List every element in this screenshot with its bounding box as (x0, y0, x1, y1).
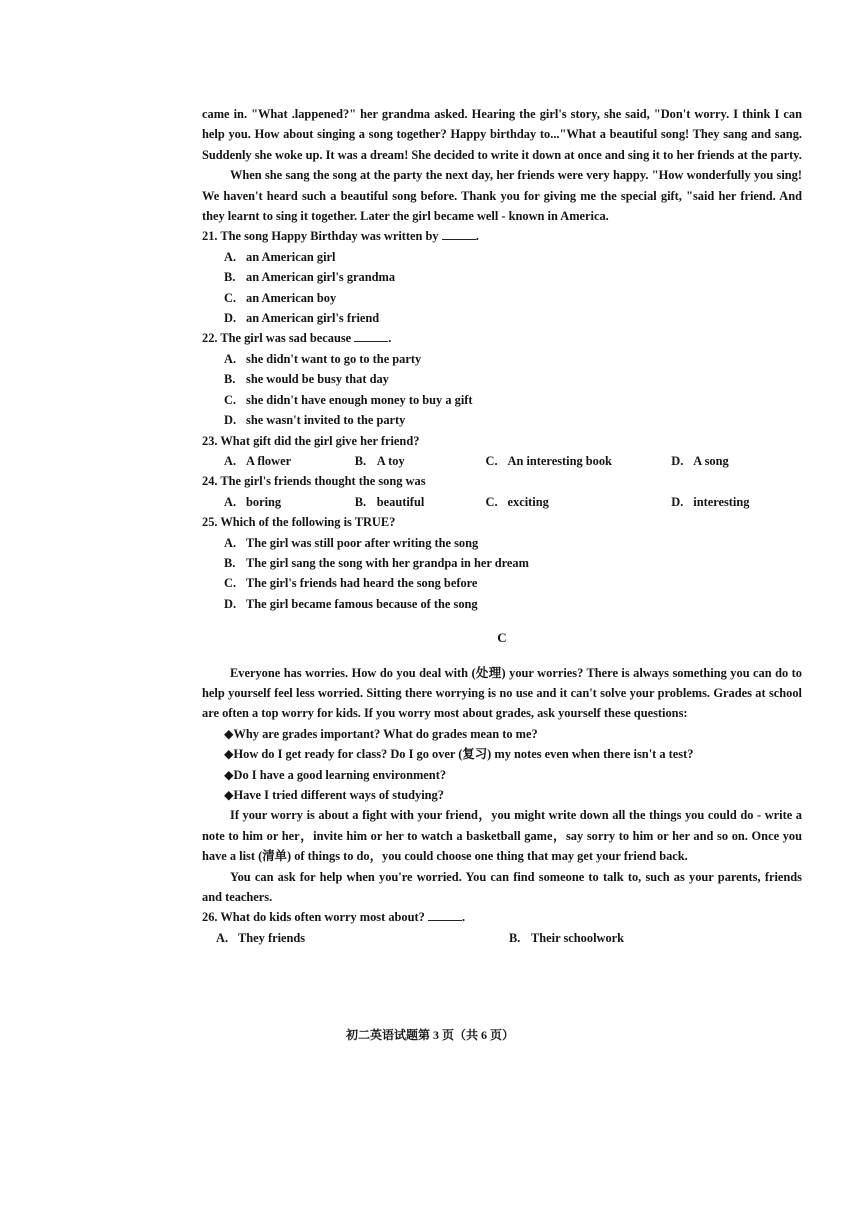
option-d: D. she wasn't invited to the party (224, 413, 406, 428)
page-content (202, 104, 802, 948)
option-d: D. interesting (671, 494, 750, 509)
question-21 (202, 226, 802, 328)
question-stem: 26. What do kids often worry most about? (202, 910, 425, 925)
option-b: B. A toy (354, 453, 405, 468)
answer-blank (428, 908, 462, 921)
option-c: C. An interesting book (485, 453, 612, 468)
answer-blank (354, 329, 388, 342)
question-22 (202, 328, 802, 430)
option-c: C. an American boy (224, 290, 337, 305)
options-row (224, 451, 802, 471)
options-row (216, 928, 802, 948)
section-c-paragraph-3: You can ask for help when you're worried. You can find someone to talk to, such as your parents, friends and teachers. (202, 869, 802, 905)
option-a: A. A flower (224, 453, 292, 468)
question-end: . (388, 331, 392, 346)
option-b: B. Their schoolwork (509, 930, 625, 945)
section-c-title: C (497, 630, 507, 646)
option-d: D. an American girl's friend (224, 311, 380, 326)
option-b: B. she would be busy that day (224, 372, 389, 387)
bullet-item: ◆Have I tried different ways of studying? (224, 788, 444, 802)
option-a: A. an American girl (224, 249, 336, 264)
option-a: A. boring (224, 494, 282, 509)
question-end: . (461, 910, 466, 925)
option-b: B. beautiful (354, 494, 425, 509)
option-c: C. exciting (485, 494, 549, 509)
options-row (224, 492, 802, 512)
option-a: A. They friends (216, 930, 306, 945)
question-stem: 25. Which of the following is TRUE? (202, 515, 396, 530)
question-23 (202, 431, 802, 472)
question-end: . (475, 229, 479, 244)
bullet-item: ◆How do I get ready for class? Do I go over (复习) my notes even when there isn't a test? (224, 747, 694, 762)
option-b: B. The girl sang the song with her grandpa in her dream (224, 555, 529, 570)
page-footer: 初二英语试题第 3 页（共 6 页） (345, 1028, 514, 1042)
section-c-paragraph-2: If your worry is about a fight with your friend，you might write down all the things you could do - write a note to him or her，invite him or her to watch a basketball game，say sorry to him or her and so on. Once you have a list (清单) of things to do，you could choose one thing that may get your friend back. (202, 808, 802, 864)
bullet-item: ◆Do I have a good learning environment? (224, 767, 447, 782)
question-25 (202, 512, 802, 614)
answer-blank (442, 227, 476, 240)
section-c-paragraph-1: Everyone has worries. How do you deal with (处理) your worries? There is always something you can do to help yourself feel less worried. Sitting there worrying is no use and it can't solve your problems. Grades at school are often a top worry for kids. If you worry most about grades, ask yourself these questions: (202, 665, 802, 721)
bullet-item: ◆Why are grades important? What do grades mean to me? (224, 726, 538, 741)
option-d: D. The girl became famous because of the song (224, 596, 478, 611)
option-d: D. A song (671, 453, 729, 468)
question-stem: 21. The song Happy Birthday was written by (202, 229, 439, 244)
question-24 (202, 471, 802, 512)
passage-b-paragraph-1: came in. "What .lappened?" her grandma asked. Hearing the girl's story, she said, "Don't worry. I think I can help you. How about singing a song together? Happy birthday to..."What a beautiful song! They sang and sang. Suddenly she woke up. It was a dream! She decided to write it down at once and sing it to her friends at the party. (202, 107, 802, 162)
option-c: C. she didn't have enough money to buy a gift (224, 392, 473, 407)
option-b: B. an American girl's grandma (224, 270, 396, 285)
question-stem: 22. The girl was sad because (202, 331, 352, 346)
question-stem: 24. The girl's friends thought the song was (202, 474, 426, 489)
option-a: A. The girl was still poor after writing the song (224, 535, 479, 550)
question-stem: 23. What gift did the girl give her friend? (202, 433, 420, 448)
question-26 (202, 907, 802, 948)
option-c: C. The girl's friends had heard the song before (224, 576, 478, 591)
passage-b-paragraph-2: When she sang the song at the party the next day, her friends were very happy. "How wonderfully you sing! We haven't heard such a beautiful song before. Thank you for giving me the special gift, "said her friend. And they learnt to sing it together. Later the girl became well - known in America. (202, 168, 802, 224)
option-a: A. she didn't want to go to the party (224, 351, 422, 366)
